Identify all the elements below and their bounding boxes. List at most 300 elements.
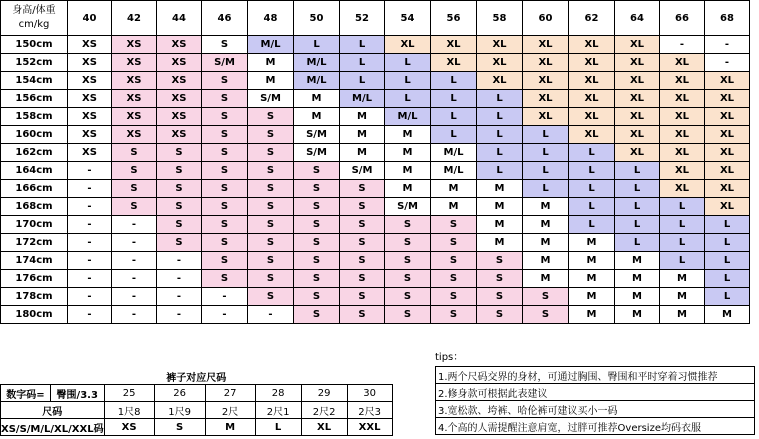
size-cell: L bbox=[705, 270, 750, 288]
size-cell: S bbox=[294, 270, 340, 288]
pants-value-cell: 1尺8 bbox=[104, 402, 154, 419]
size-cell: XL bbox=[660, 54, 705, 72]
pants-value-cell: L bbox=[255, 419, 301, 436]
size-row bbox=[1, 144, 750, 162]
size-cell: M bbox=[385, 180, 431, 198]
size-cell: S bbox=[248, 216, 294, 234]
size-cell: M bbox=[248, 54, 294, 72]
size-cell: XL bbox=[660, 72, 705, 90]
size-cell: XL bbox=[477, 36, 523, 54]
size-cell: S bbox=[112, 162, 157, 180]
size-row bbox=[1, 90, 750, 108]
size-cell: S bbox=[248, 162, 294, 180]
size-cell: L bbox=[569, 144, 615, 162]
size-cell: S bbox=[294, 306, 340, 324]
pants-value-cell: M bbox=[205, 419, 255, 436]
size-cell: L bbox=[705, 216, 750, 234]
size-cell: XL bbox=[569, 72, 615, 90]
size-cell: S bbox=[294, 234, 340, 252]
size-cell: L bbox=[385, 72, 431, 90]
tips-list bbox=[435, 366, 755, 435]
size-cell: S bbox=[523, 288, 569, 306]
size-cell: M bbox=[523, 198, 569, 216]
size-cell: XS bbox=[68, 144, 112, 162]
size-cell: L bbox=[569, 162, 615, 180]
size-cell: S bbox=[202, 180, 248, 198]
size-cell: - bbox=[68, 216, 112, 234]
corner-height-weight-label: 身高/体重 bbox=[12, 5, 56, 16]
size-cell: S bbox=[294, 252, 340, 270]
size-cell: XL bbox=[569, 126, 615, 144]
pants-table-title: 裤子对应尺码 bbox=[1, 368, 393, 385]
pants-row bbox=[1, 385, 393, 402]
tips-title: tips： bbox=[435, 352, 464, 363]
size-cell: XL bbox=[615, 72, 660, 90]
size-cell: S bbox=[202, 234, 248, 252]
height-label-cell: 154cm bbox=[1, 72, 68, 90]
weight-header-cell: 62 bbox=[569, 1, 615, 36]
size-cell: S bbox=[157, 144, 202, 162]
pants-value-cell: 27 bbox=[205, 385, 255, 402]
size-cell: XS bbox=[112, 36, 157, 54]
size-cell: S/M bbox=[294, 144, 340, 162]
size-cell: L bbox=[569, 180, 615, 198]
size-cell: S bbox=[202, 108, 248, 126]
size-cell: - bbox=[68, 198, 112, 216]
size-cell: M bbox=[385, 162, 431, 180]
size-cell: XL bbox=[705, 90, 750, 108]
size-cell: XL bbox=[705, 72, 750, 90]
size-cell: S/M bbox=[248, 90, 294, 108]
size-row bbox=[1, 216, 750, 234]
size-cell: XL bbox=[660, 180, 705, 198]
pants-row-extra: 臀围/3.3 bbox=[50, 385, 104, 402]
pants-size-table bbox=[0, 368, 393, 436]
size-cell: XL bbox=[660, 108, 705, 126]
pants-value-cell: XS bbox=[104, 419, 154, 436]
size-cell: L bbox=[477, 144, 523, 162]
size-cell: S bbox=[202, 252, 248, 270]
pants-value-cell: 26 bbox=[154, 385, 205, 402]
size-cell: - bbox=[157, 270, 202, 288]
size-cell: L bbox=[660, 234, 705, 252]
height-label-cell: 180cm bbox=[1, 306, 68, 324]
pants-value-cell: S bbox=[154, 419, 205, 436]
size-cell: L bbox=[477, 126, 523, 144]
size-cell: XS bbox=[68, 36, 112, 54]
size-cell: S/M bbox=[294, 126, 340, 144]
size-cell: - bbox=[68, 234, 112, 252]
size-cell: S bbox=[112, 144, 157, 162]
size-cell: S bbox=[477, 306, 523, 324]
height-label-cell: 174cm bbox=[1, 252, 68, 270]
size-cell: L bbox=[615, 234, 660, 252]
size-cell: S bbox=[431, 270, 477, 288]
size-cell: XS bbox=[112, 90, 157, 108]
size-cell: M bbox=[294, 90, 340, 108]
height-label-cell: 176cm bbox=[1, 270, 68, 288]
size-cell: S bbox=[477, 288, 523, 306]
size-cell: S bbox=[431, 234, 477, 252]
size-cell: M/L bbox=[248, 36, 294, 54]
size-cell: L bbox=[660, 216, 705, 234]
size-cell: S bbox=[477, 252, 523, 270]
size-cell: - bbox=[112, 234, 157, 252]
size-cell: L bbox=[523, 180, 569, 198]
size-cell: L bbox=[615, 198, 660, 216]
size-cell: L bbox=[615, 216, 660, 234]
size-cell: - bbox=[202, 306, 248, 324]
size-cell: S/M bbox=[385, 198, 431, 216]
size-cell: S bbox=[202, 36, 248, 54]
size-cell: S bbox=[248, 144, 294, 162]
size-cell: XL bbox=[705, 180, 750, 198]
pants-value-cell: 30 bbox=[347, 385, 392, 402]
size-row bbox=[1, 180, 750, 198]
size-cell: M bbox=[615, 288, 660, 306]
size-row bbox=[1, 72, 750, 90]
size-cell: XL bbox=[569, 54, 615, 72]
size-cell: - bbox=[112, 306, 157, 324]
size-cell: S bbox=[294, 288, 340, 306]
size-cell: XL bbox=[569, 36, 615, 54]
size-cell: M bbox=[615, 252, 660, 270]
weight-header-cell: 64 bbox=[615, 1, 660, 36]
pants-value-cell: XL bbox=[301, 419, 347, 436]
size-row bbox=[1, 270, 750, 288]
size-cell: S bbox=[340, 234, 385, 252]
size-cell: S bbox=[248, 252, 294, 270]
weight-header-cell: 54 bbox=[385, 1, 431, 36]
pants-value-cell: XXL bbox=[347, 419, 392, 436]
weight-header-cell: 58 bbox=[477, 1, 523, 36]
size-cell: M bbox=[477, 198, 523, 216]
size-cell: M bbox=[615, 270, 660, 288]
size-cell: XL bbox=[523, 108, 569, 126]
size-cell: S bbox=[157, 234, 202, 252]
size-cell: M bbox=[660, 270, 705, 288]
height-label-cell: 160cm bbox=[1, 126, 68, 144]
tip-row bbox=[436, 367, 755, 384]
size-cell: L bbox=[660, 252, 705, 270]
pants-value-cell: 1尺9 bbox=[154, 402, 205, 419]
size-cell: S bbox=[385, 288, 431, 306]
height-label-cell: 158cm bbox=[1, 108, 68, 126]
size-cell: XL bbox=[615, 108, 660, 126]
size-cell: - bbox=[112, 270, 157, 288]
size-cell: - bbox=[68, 288, 112, 306]
size-cell: S bbox=[248, 270, 294, 288]
size-cell: M bbox=[477, 234, 523, 252]
size-cell: XL bbox=[615, 90, 660, 108]
size-cell: M bbox=[615, 306, 660, 324]
size-cell: S bbox=[157, 198, 202, 216]
size-row bbox=[1, 36, 750, 54]
size-cell: XL bbox=[705, 108, 750, 126]
size-cell: S bbox=[112, 180, 157, 198]
size-cell: XL bbox=[523, 72, 569, 90]
size-cell: L bbox=[385, 90, 431, 108]
size-cell: XL bbox=[660, 144, 705, 162]
size-cell: S bbox=[202, 126, 248, 144]
size-cell: - bbox=[112, 288, 157, 306]
size-cell: XL bbox=[705, 198, 750, 216]
size-cell: S bbox=[294, 180, 340, 198]
size-cell: L bbox=[340, 54, 385, 72]
size-cell: S bbox=[431, 252, 477, 270]
size-cell: XS bbox=[157, 72, 202, 90]
size-row bbox=[1, 126, 750, 144]
tip-item: 4.个高的人需提醒注意肩宽，过胖可推荐Oversize均码衣服 bbox=[436, 418, 755, 435]
size-cell: XL bbox=[569, 108, 615, 126]
size-cell: S bbox=[248, 288, 294, 306]
weight-header-cell: 40 bbox=[68, 1, 112, 36]
size-cell: S bbox=[157, 180, 202, 198]
pants-value-cell: 2尺2 bbox=[301, 402, 347, 419]
size-cell: S bbox=[385, 306, 431, 324]
size-cell: - bbox=[248, 306, 294, 324]
size-cell: L bbox=[477, 162, 523, 180]
size-row bbox=[1, 162, 750, 180]
size-cell: S bbox=[248, 198, 294, 216]
size-cell: XL bbox=[660, 90, 705, 108]
size-cell: - bbox=[68, 306, 112, 324]
pants-row bbox=[1, 419, 393, 436]
size-cell: M bbox=[248, 72, 294, 90]
size-cell: XL bbox=[523, 36, 569, 54]
tip-item: 1.两个尺码交界的身材，可通过胸围、臀围和平时穿着习惯推荐 bbox=[436, 367, 755, 384]
size-cell: M/L bbox=[431, 162, 477, 180]
size-cell: S bbox=[431, 306, 477, 324]
pants-value-cell: 2尺1 bbox=[255, 402, 301, 419]
size-cell: M bbox=[340, 144, 385, 162]
pants-row-label: XS/S/M/L/XL/XXL码 bbox=[1, 419, 105, 436]
size-cell: M bbox=[523, 270, 569, 288]
height-label-cell: 166cm bbox=[1, 180, 68, 198]
size-cell: L bbox=[523, 144, 569, 162]
size-cell: M bbox=[523, 234, 569, 252]
size-cell: L bbox=[477, 108, 523, 126]
size-cell: L bbox=[340, 72, 385, 90]
size-cell: XL bbox=[705, 162, 750, 180]
size-cell: XL bbox=[660, 126, 705, 144]
size-cell: S bbox=[202, 216, 248, 234]
size-cell: XL bbox=[523, 54, 569, 72]
size-row bbox=[1, 108, 750, 126]
size-cell: XL bbox=[660, 162, 705, 180]
size-cell: - bbox=[157, 288, 202, 306]
size-cell: S bbox=[340, 270, 385, 288]
size-cell: XL bbox=[615, 36, 660, 54]
size-cell: M bbox=[477, 180, 523, 198]
size-cell: XS bbox=[157, 126, 202, 144]
size-cell: L bbox=[660, 198, 705, 216]
size-cell: M/L bbox=[431, 144, 477, 162]
size-cell: M bbox=[477, 216, 523, 234]
size-cell: XL bbox=[615, 54, 660, 72]
size-cell: L bbox=[431, 72, 477, 90]
tip-item: 2.修身款可根据此表建议 bbox=[436, 384, 755, 401]
size-cell: M bbox=[431, 198, 477, 216]
size-cell: XL bbox=[705, 126, 750, 144]
height-label-cell: 178cm bbox=[1, 288, 68, 306]
tip-item: 3.宽松款、垮裤、哈伦裤可建议买小一码 bbox=[436, 401, 755, 418]
size-cell: S bbox=[523, 306, 569, 324]
size-row bbox=[1, 198, 750, 216]
size-cell: S bbox=[340, 288, 385, 306]
pants-value-cell: 28 bbox=[255, 385, 301, 402]
pants-value-cell: 2尺 bbox=[205, 402, 255, 419]
size-cell: XS bbox=[157, 54, 202, 72]
size-cell: S bbox=[202, 72, 248, 90]
size-cell: XS bbox=[112, 108, 157, 126]
weight-header-cell: 48 bbox=[248, 1, 294, 36]
size-cell: S/M bbox=[202, 54, 248, 72]
size-cell: S bbox=[157, 162, 202, 180]
size-cell: - bbox=[157, 306, 202, 324]
size-cell: S bbox=[385, 234, 431, 252]
size-cell: L bbox=[569, 216, 615, 234]
size-cell: - bbox=[705, 54, 750, 72]
size-cell: S bbox=[385, 270, 431, 288]
size-cell: S bbox=[431, 288, 477, 306]
height-label-cell: 172cm bbox=[1, 234, 68, 252]
size-cell: L bbox=[615, 180, 660, 198]
size-cell: L bbox=[523, 162, 569, 180]
size-cell: M bbox=[523, 252, 569, 270]
size-cell: M bbox=[569, 234, 615, 252]
size-cell: XS bbox=[112, 72, 157, 90]
size-cell: - bbox=[68, 162, 112, 180]
size-cell: S bbox=[385, 216, 431, 234]
height-label-cell: 162cm bbox=[1, 144, 68, 162]
size-cell: L bbox=[431, 126, 477, 144]
size-cell: S bbox=[202, 90, 248, 108]
size-cell: M/L bbox=[340, 90, 385, 108]
size-cell: L bbox=[615, 162, 660, 180]
size-cell: S bbox=[385, 252, 431, 270]
size-cell: M bbox=[569, 306, 615, 324]
weight-header-cell: 52 bbox=[340, 1, 385, 36]
size-cell: S bbox=[202, 198, 248, 216]
height-label-cell: 168cm bbox=[1, 198, 68, 216]
weight-header-cell: 46 bbox=[202, 1, 248, 36]
tips-section bbox=[435, 350, 755, 435]
size-cell: S bbox=[294, 198, 340, 216]
size-cell: XS bbox=[68, 90, 112, 108]
size-cell: XS bbox=[157, 36, 202, 54]
pants-value-cell: 2尺3 bbox=[347, 402, 392, 419]
size-cell: M bbox=[569, 252, 615, 270]
size-cell: M bbox=[569, 288, 615, 306]
size-row bbox=[1, 252, 750, 270]
size-cell: S/M bbox=[340, 162, 385, 180]
size-cell: S bbox=[340, 216, 385, 234]
size-cell: M bbox=[340, 126, 385, 144]
weight-header-cell: 60 bbox=[523, 1, 569, 36]
corner-unit-label: cm/kg bbox=[18, 19, 50, 30]
weight-header-cell: 56 bbox=[431, 1, 477, 36]
pants-value-cell: 25 bbox=[104, 385, 154, 402]
tip-row bbox=[436, 401, 755, 418]
size-cell: XL bbox=[385, 36, 431, 54]
size-cell: - bbox=[705, 36, 750, 54]
size-cell: L bbox=[705, 252, 750, 270]
size-cell: XS bbox=[68, 126, 112, 144]
size-row bbox=[1, 306, 750, 324]
size-cell: S bbox=[294, 216, 340, 234]
size-cell: M bbox=[340, 108, 385, 126]
size-cell: L bbox=[705, 288, 750, 306]
size-cell: L bbox=[294, 36, 340, 54]
size-cell: M bbox=[569, 270, 615, 288]
size-cell: S bbox=[202, 144, 248, 162]
size-cell: S bbox=[340, 252, 385, 270]
height-label-cell: 150cm bbox=[1, 36, 68, 54]
size-cell: XL bbox=[615, 126, 660, 144]
size-cell: S bbox=[248, 126, 294, 144]
height-label-cell: 170cm bbox=[1, 216, 68, 234]
size-cell: XS bbox=[157, 108, 202, 126]
height-label-cell: 156cm bbox=[1, 90, 68, 108]
size-cell: XL bbox=[477, 54, 523, 72]
size-cell: XS bbox=[68, 54, 112, 72]
size-cell: L bbox=[385, 54, 431, 72]
weight-header-cell: 42 bbox=[112, 1, 157, 36]
size-cell: - bbox=[202, 288, 248, 306]
size-cell: S bbox=[157, 216, 202, 234]
size-cell: S bbox=[477, 270, 523, 288]
size-cell: - bbox=[68, 252, 112, 270]
size-cell: - bbox=[68, 270, 112, 288]
weight-header-cell: 44 bbox=[157, 1, 202, 36]
size-cell: M bbox=[294, 108, 340, 126]
weight-header-cell: 50 bbox=[294, 1, 340, 36]
size-cell: S bbox=[340, 198, 385, 216]
tip-row bbox=[436, 384, 755, 401]
pants-row-label: 尺码 bbox=[1, 402, 105, 419]
height-label-cell: 152cm bbox=[1, 54, 68, 72]
size-cell: L bbox=[340, 36, 385, 54]
size-cell: - bbox=[112, 252, 157, 270]
size-cell: M/L bbox=[294, 72, 340, 90]
size-cell: M bbox=[431, 180, 477, 198]
tip-row bbox=[436, 418, 755, 435]
size-cell: M bbox=[660, 288, 705, 306]
size-row bbox=[1, 288, 750, 306]
size-cell: M bbox=[385, 144, 431, 162]
size-cell: M bbox=[385, 126, 431, 144]
size-cell: L bbox=[569, 198, 615, 216]
pants-value-cell: 29 bbox=[301, 385, 347, 402]
size-cell: S bbox=[248, 108, 294, 126]
size-cell: M bbox=[705, 306, 750, 324]
size-cell: L bbox=[431, 108, 477, 126]
size-cell: - bbox=[157, 252, 202, 270]
size-cell: M bbox=[660, 306, 705, 324]
size-cell: S bbox=[202, 162, 248, 180]
size-chart-header-row bbox=[1, 1, 750, 36]
size-cell: XS bbox=[112, 126, 157, 144]
size-cell: S bbox=[202, 270, 248, 288]
size-cell: XL bbox=[477, 72, 523, 90]
size-cell: XL bbox=[615, 144, 660, 162]
size-cell: XS bbox=[157, 90, 202, 108]
size-cell: XS bbox=[68, 72, 112, 90]
size-cell: - bbox=[112, 216, 157, 234]
size-row bbox=[1, 234, 750, 252]
size-cell: XS bbox=[68, 108, 112, 126]
